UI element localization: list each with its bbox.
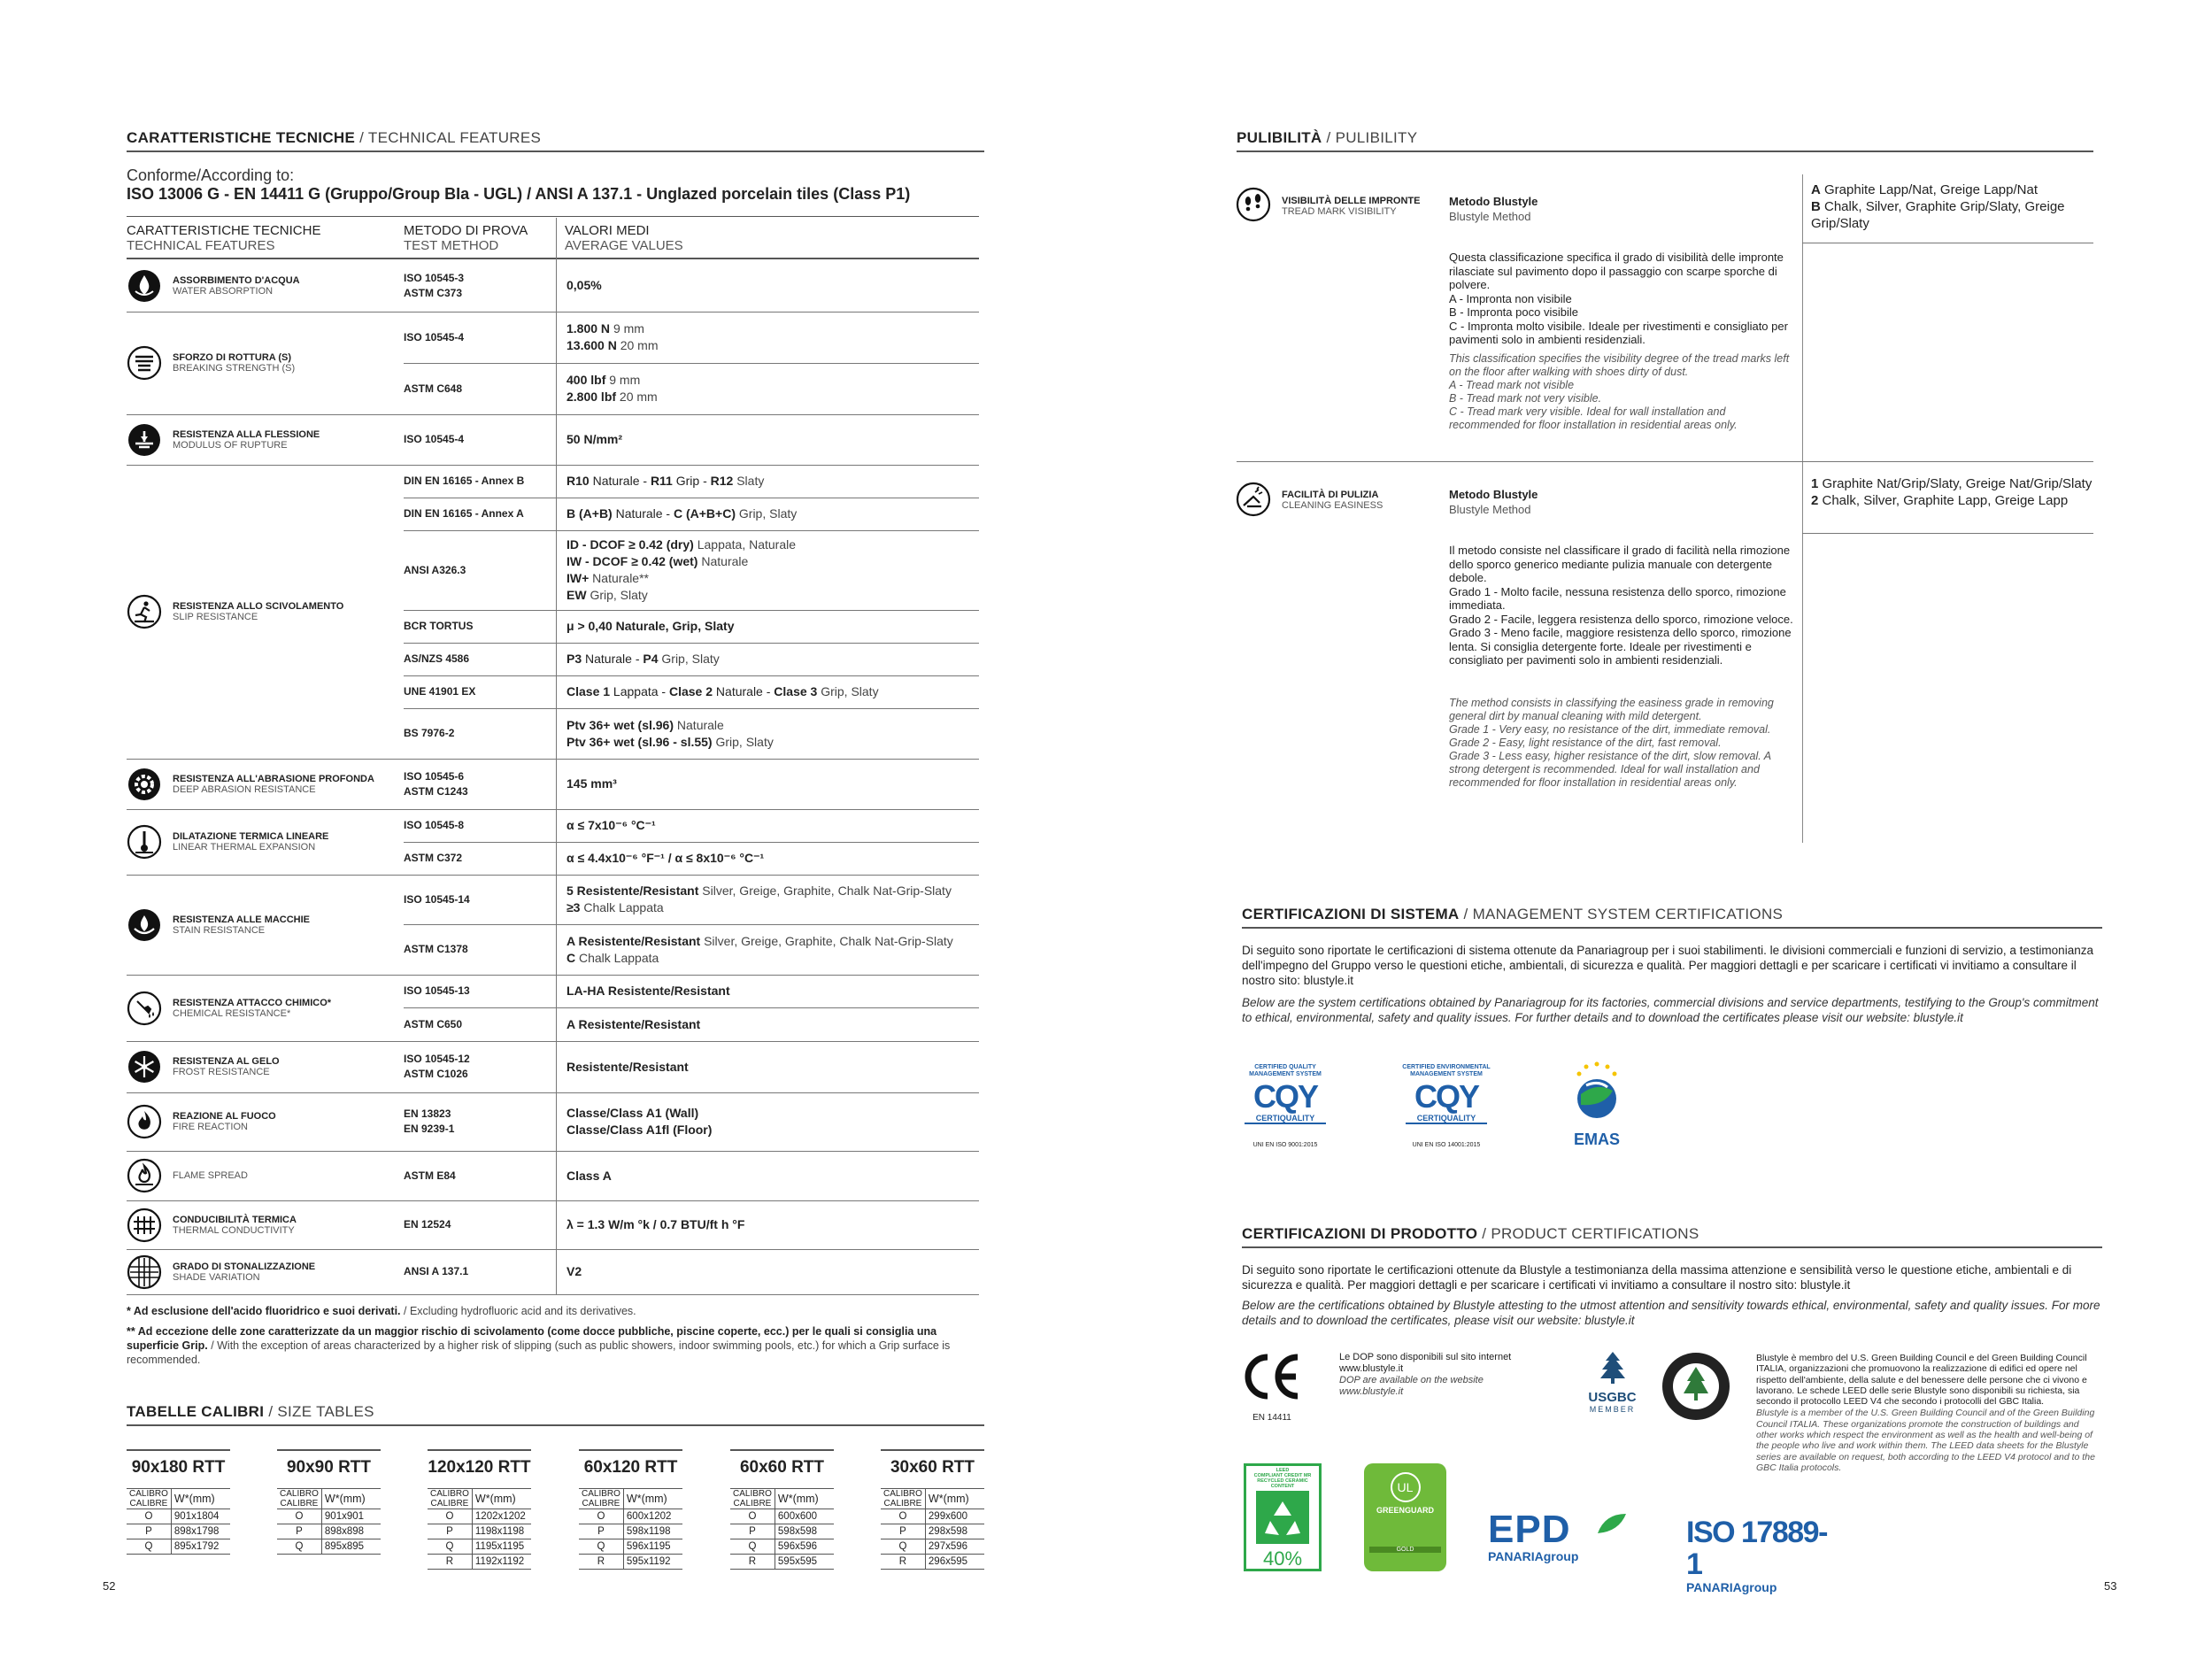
flame-icon (127, 1158, 162, 1193)
average-value: Classe/Class A1 (Wall) Classe/Class A1fl (Floor) (566, 1106, 713, 1137)
press-icon (127, 345, 162, 381)
certiquality-9001-logo: CERTIFIED QUALITY MANAGEMENT SYSTEM CQY CERTIQUALITY UNI EN ISO 9001:2015 (1241, 1064, 1330, 1148)
fire-icon (127, 1104, 162, 1139)
tread-method: Metodo Blustyle Blustyle Method (1449, 195, 1538, 223)
flex-icon (127, 422, 162, 458)
size-table: 120x120 RTT CALIBRO CALIBRE W*(mm) O 1202x1202 P 1198x1198 Q 1195x1195 R 1192x1192 (428, 1449, 531, 1570)
size-row: R 296x595 (881, 1555, 984, 1570)
footprint-icon (1236, 187, 1271, 222)
leaf-icon (1596, 1512, 1628, 1535)
average-value: 400 lbf 9 mm 2.800 lbf 20 mm (566, 373, 658, 404)
test-method: ASTM E84 (404, 1169, 456, 1182)
slip-icon (127, 594, 162, 629)
size-table-title: 60x120 RTT (579, 1449, 682, 1485)
chemical-icon (127, 991, 162, 1026)
feature-label: SFORZO DI ROTTURA (S) BREAKING STRENGTH (S) (173, 352, 296, 374)
average-value: ID - DCOF ≥ 0.42 (dry) Lappata, Naturale IW - DCOF ≥ 0.42 (wet) Naturale IW+ Naturale** EW Grip, Slaty (566, 537, 797, 602)
size-row: P 298x598 (881, 1524, 984, 1539)
gear-icon (127, 767, 162, 802)
size-tables-title: TABELLE CALIBRI / SIZE TABLES (127, 1403, 984, 1426)
test-method: ISO 10545-4 (404, 330, 465, 343)
average-value: Class A (566, 1168, 612, 1183)
test-method: ISO 10545-3 ASTM C373 (404, 271, 465, 299)
feature-label: CONDUCIBILITÀ TERMICA THERMAL CONDUCTIVITY (173, 1214, 297, 1236)
average-value: Ptv 36+ wet (sl.96) Naturale Ptv 36+ wet (sl.96 - sl.55) Grip, Slaty (566, 717, 774, 749)
test-method: ANSI A326.3 (404, 563, 466, 576)
average-value: λ = 1.3 W/m °k / 0.7 BTU/ft h °F (566, 1217, 745, 1231)
emas-logo: EMAS (1561, 1059, 1632, 1149)
thermometer-icon (127, 824, 162, 860)
system-cert-paragraph-en: Below are the system certifications obtained by Panariagroup for its factories, commercial divisions and service departments, testifying to the Group's commitment to ethical, environmental, safety and quality issues. For further details and to download the certificates please visit our website: blustyle.it (1242, 996, 2099, 1024)
feature-label: REAZIONE AL FUOCO FIRE REACTION (173, 1111, 276, 1132)
test-method: BS 7976-2 (404, 727, 455, 739)
cleaning-label: FACILITÀ DI PULIZIA CLEANING EASINESS (1282, 490, 1383, 511)
size-table-title: 120x120 RTT (428, 1449, 531, 1485)
feature-label: RESISTENZA ALL'ABRASIONE PROFONDA DEEP ABRASION RESISTANCE (173, 773, 374, 795)
size-table-title: 90x90 RTT (277, 1449, 381, 1485)
size-row: O 600x1202 (579, 1509, 682, 1524)
cleaning-description-en: The method consists in classifying the easiness grade in removing general dirt by manual cleaning with mild detergent. Grade 1 - Very easy, no resistance of the dirt, immediate removal. Grade 2 - Easy, light resistance of the dirt, fast removal. Grade 3 - Less easy, higher resistance of the dirt, slow removal. A strong detergent is recommended. Ideal for wall installation and recommended for floor installation in residential areas only. (1449, 697, 1774, 789)
dop-note: Le DOP sono disponibili sul sito internet www.blustyle.it DOP are available on the website www.blustyle.it (1339, 1352, 1512, 1397)
product-certifications-title: CERTIFICAZIONI DI PRODOTTO / PRODUCT CERTIFICATIONS (1242, 1225, 2102, 1248)
usgbc-icon (1593, 1350, 1632, 1385)
system-cert-paragraph-it: Di seguito sono riportate le certificazioni di sistema ottenute da Panariagroup per i suoi stabilimenti. le divisioni commerciali e funzioni di servizio, a testimonianza dell'impegno del Gruppo verso le questioni etiche, ambientali, di sicurezza e qualità. Per maggiori dettagli e per scaricare i certificati vi invitiamo a consultare il nostro sito: blustyle.it (1242, 944, 2093, 987)
size-row: Q 596x596 (730, 1539, 834, 1555)
pulibility-title: PULIBILITÀ / PULIBILITY (1237, 129, 2093, 152)
average-value: 0,05% (566, 278, 602, 292)
size-row: P 598x1198 (579, 1524, 682, 1539)
average-value: μ > 0,40 Naturale, Grip, Slaty (566, 619, 735, 633)
size-row: P 598x598 (730, 1524, 834, 1539)
feature-label: ASSORBIMENTO D'ACQUA WATER ABSORPTION (173, 274, 300, 297)
gbc-description: Blustyle è membro del U.S. Green Building Council e del Green Building Council ITALIA, organizzazioni che promuovono la realizzazione di edifici ed opere nel rispetto dell'ambiente, della salute e del benessere delle persone che ci vivono e lavorano. Le schede LEED delle serie Blustyle sono disponibili su richiesta, sia secondo il protocollo LEED V4 che secondo i protocolli del GBC Italia. Blustyle is a member of the U.S. Green Building Council and of the Green Building Council ITALIA. These organizations promote the construction of buildings and other works which respect the environment as well as the health and well-being of the people who live and work within them. The LEED data sheets for the Blustyle series are available on request, both according to the LEED V4 protocol and to the GBC Italia protocols. (1756, 1353, 2095, 1473)
size-table-title: 60x60 RTT (730, 1449, 834, 1485)
grid-icon (127, 1254, 162, 1290)
test-method: ISO 10545-14 (404, 892, 470, 906)
size-row: Q 596x1195 (579, 1539, 682, 1555)
feature-label: RESISTENZA AL GELO FROST RESISTANCE (173, 1056, 280, 1077)
average-value: Resistente/Resistant (566, 1059, 689, 1074)
stain-icon (127, 907, 162, 943)
product-cert-paragraph-en: Below are the certifications obtained by Blustyle attesting to the utmost attention and sensitivity towards ethical, environmental, safety and quality issues. For more details and to download the certificates, please visit our website: blustyle.it (1242, 1299, 2100, 1327)
size-row: O 901x1804 (127, 1509, 230, 1524)
feature-label: FLAME SPREAD (173, 1170, 248, 1181)
size-row: O 1202x1202 (428, 1509, 531, 1524)
tread-mark-label: VISIBILITÀ DELLE IMPRONTE TREAD MARK VISIBILITY (1282, 196, 1421, 217)
test-method: ISO 10545-4 (404, 433, 465, 445)
average-value: B (A+B) Naturale - C (A+B+C) Grip, Slaty (566, 506, 798, 521)
tread-values: A Graphite Lapp/Nat, Greige Lapp/Nat B Chalk, Silver, Graphite Grip/Slaty, Greige Grip/Slaty (1811, 182, 2065, 231)
average-value: 5 Resistente/Resistant Silver, Greige, Graphite, Chalk Nat-Grip-Slaty ≥3 Chalk Lappata (566, 884, 952, 914)
test-method: ISO 10545-13 (404, 984, 470, 997)
size-table: 30x60 RTT CALIBRO CALIBRE W*(mm) O 299x600 P 298x598 Q 297x596 R 296x595 (881, 1449, 984, 1570)
test-method: AS/NZS 4586 (404, 652, 470, 665)
test-method: ASTM C650 (404, 1017, 463, 1030)
cleaning-method: Metodo Blustyle Blustyle Method (1449, 488, 1538, 516)
feature-label: DILATAZIONE TERMICA LINEARE LINEAR THERMAL EXPANSION (173, 831, 329, 853)
feature-label: RESISTENZA ALLE MACCHIE STAIN RESISTANCE (173, 914, 311, 936)
size-table: 60x60 RTT CALIBRO CALIBRE W*(mm) O 600x600 P 598x598 Q 596x596 R 595x595 (730, 1449, 834, 1570)
col-method-header: METODO DI PROVA TEST METHOD (404, 223, 528, 253)
size-row: P 898x1798 (127, 1524, 230, 1539)
average-value: P3 Naturale - P4 Grip, Slaty (566, 652, 720, 666)
size-row: R 595x595 (730, 1555, 834, 1570)
average-value: 1.800 N 9 mm 13.600 N 20 mm (566, 321, 659, 352)
ul-icon: UL (1391, 1472, 1421, 1502)
test-method: ISO 10545-12 ASTM C1026 (404, 1053, 470, 1080)
col-features-header: CARATTERISTICHE TECNICHE TECHNICAL FEATURES (127, 223, 321, 253)
conform-standard: ISO 13006 G - EN 14411 G (Gruppo/Group BIa - UGL) / ANSI A 137.1 - Unglazed porcelain tiles (Class P1) (127, 185, 911, 203)
tread-description-it: Questa classificazione specifica il grado di visibilità delle impronte rilasciate sul pavimento dopo il passaggio con scarpe sporche di polvere. A - Impronta non visibile B - Impronta poco visibile C - Impronta molto visibile. Ideale per rivestimenti e consigliato per pavimenti solo in ambienti residenziali. (1449, 251, 1788, 346)
epd-panaria-logo: EPD PANARIAgroup (1488, 1510, 1643, 1563)
test-method: ISO 10545-8 (404, 819, 465, 831)
size-row: Q 895x895 (277, 1539, 381, 1555)
footnote-1: * Ad esclusione dell'acido fluoridrico e suoi derivati. / Excluding hydrofluoric acid and its derivatives. (127, 1305, 636, 1317)
average-value: A Resistente/Resistant (566, 1016, 701, 1031)
average-value: A Resistente/Resistant Silver, Greige, Graphite, Chalk Nat-Grip-Slaty C Chalk Lappata (566, 933, 953, 965)
cleaning-values: 1 Graphite Nat/Grip/Slaty, Greige Nat/Grip/Slaty 2 Chalk, Silver, Graphite Lapp, Greige Lapp (1811, 476, 2093, 508)
size-row: R 1192x1192 (428, 1555, 531, 1570)
average-value: R10 Naturale - R11 Grip - R12 Slaty (566, 474, 765, 488)
feature-label: RESISTENZA ATTACCO CHIMICO* CHEMICAL RESISTANCE* (173, 997, 332, 1019)
recycle-icon (1256, 1491, 1309, 1544)
col-values-header: VALORI MEDI AVERAGE VALUES (565, 223, 683, 253)
test-method: ISO 10545-6 ASTM C1243 (404, 769, 468, 798)
size-row: R 595x1192 (579, 1555, 682, 1570)
average-value: V2 (566, 1264, 582, 1278)
test-method: DIN EN 16165 - Annex A (404, 507, 524, 520)
test-method: EN 13823 EN 9239-1 (404, 1107, 455, 1135)
average-value: α ≤ 4.4x10⁻⁶ °F⁻¹ / α ≤ 8x10⁻⁶ °C⁻¹ (566, 851, 765, 865)
test-method: EN 12524 (404, 1218, 451, 1231)
gbc-italia-icon (1661, 1351, 1731, 1422)
conform-label: Conforme/According to: (127, 166, 295, 184)
test-method: DIN EN 16165 - Annex B (404, 475, 525, 487)
snowflake-icon (127, 1049, 162, 1084)
feature-label: RESISTENZA ALLO SCIVOLAMENTO SLIP RESISTANCE (173, 601, 344, 622)
test-method: UNE 41901 EX (404, 685, 476, 698)
average-value: Clase 1 Lappata - Clase 2 Naturale - Clase 3 Grip, Slaty (566, 684, 879, 698)
greenguard-gold-badge: UL GREENGUARD GOLD (1364, 1463, 1446, 1571)
leed-recycled-badge: LEED COMPLIANT CREDIT MR RECYCLED CERAMIC CONTENT 40% (1244, 1463, 1322, 1571)
feature-label: RESISTENZA ALLA FLESSIONE MODULUS OF RUPTURE (173, 428, 320, 451)
size-table: 60x120 RTT CALIBRO CALIBRE W*(mm) O 600x1202 P 598x1198 Q 596x1195 R 595x1192 (579, 1449, 682, 1570)
size-row: O 299x600 (881, 1509, 984, 1524)
size-row: P 1198x1198 (428, 1524, 531, 1539)
size-row: O 901x901 (277, 1509, 381, 1524)
test-method: ASTM C648 (404, 382, 463, 395)
usgbc-logo: USGBC MEMBER (1579, 1350, 1646, 1414)
heat-icon (127, 1208, 162, 1243)
footnote-2: ** Ad eccezione delle zone caratterizzate da un maggior rischio di scivolamento (come docce pubbliche, piscine coperte, ecc.) per le quali si consiglia una superficie Grip. / With the exception of areas characterized by a higher risk of slipping (such as public showers, indoor swimming pools, etc.) for which a Grip surface is recommended. (127, 1325, 951, 1366)
test-method: ANSI A 137.1 (404, 1265, 469, 1277)
average-value: 145 mm³ (566, 776, 617, 791)
test-method: ASTM C372 (404, 852, 463, 864)
size-row: O 600x600 (730, 1509, 834, 1524)
size-table: 90x180 RTT CALIBRO CALIBRE W*(mm) O 901x1804 P 898x1798 Q 895x1792 (127, 1449, 230, 1555)
size-row: P 898x898 (277, 1524, 381, 1539)
page-number-left: 52 (103, 1579, 116, 1593)
size-row: Q 297x596 (881, 1539, 984, 1555)
product-cert-paragraph-it: Di seguito sono riportate le certificazioni ottenute da Blustyle a testimonianza della massima attenzione e sensibilità verso le questione etiche, ambientali e di sicurezza e qualità. Per maggiori dettagli e per scaricare i certificati vi invitiamo a consultare il nostro sito: blustyle.it (1242, 1263, 2072, 1292)
size-row: Q 1195x1195 (428, 1539, 531, 1555)
water-drop-icon (127, 268, 162, 304)
certiquality-14001-logo: CERTIFIED ENVIRONMENTAL MANAGEMENT SYSTEM CQY CERTIQUALITY UNI EN ISO 14001:2015 (1402, 1064, 1491, 1148)
size-table: 90x90 RTT CALIBRO CALIBRE W*(mm) O 901x901 P 898x898 Q 895x895 (277, 1449, 381, 1555)
test-method: ASTM C1378 (404, 943, 468, 955)
size-table-title: 90x180 RTT (127, 1449, 230, 1485)
size-table-title: 30x60 RTT (881, 1449, 984, 1485)
average-value: α ≤ 7x10⁻⁶ °C⁻¹ (566, 818, 656, 832)
average-value: LA-HA Resistente/Resistant (566, 984, 730, 998)
emas-icon (1561, 1059, 1632, 1130)
iso-17889-logo: ISO 17889-1 PANARIAgroup (1686, 1516, 1827, 1594)
tread-description-en: This classification specifies the visibility degree of the tread marks left on the floor after walking with shoes dirty of dust. A - Tread mark not visible B - Tread mark not very visible. C - Tread mark very visible. Ideal for wall installation and recommended for floor installation in residential areas only. (1449, 352, 1790, 431)
ce-mark: EN 14411 (1241, 1352, 1303, 1423)
system-certifications-title: CERTIFICAZIONI DI SISTEMA / MANAGEMENT SYSTEM CERTIFICATIONS (1242, 906, 2102, 929)
cleaning-icon (1236, 482, 1271, 517)
test-method: BCR TORTUS (404, 620, 474, 632)
average-value: 50 N/mm² (566, 432, 623, 446)
feature-label: GRADO DI STONALIZZAZIONE SHADE VARIATION (173, 1261, 316, 1283)
technical-features-title: CARATTERISTICHE TECNICHE / TECHNICAL FEATURES (127, 129, 984, 152)
ce-icon (1243, 1352, 1301, 1401)
size-row: Q 895x1792 (127, 1539, 230, 1555)
page-number-right: 53 (2104, 1579, 2117, 1593)
cleaning-description-it: Il metodo consiste nel classificare il grado di facilità nella rimozione dello sporco generico mediante pulizia manuale con detergente debole. Grado 1 - Molto facile, nessuna resistenza dello sporco, rimozione immediata. Grado 2 - Facile, leggera resistenza dello sporco, rimozione veloce. Grado 3 - Meno facile, maggiore resistenza dello sporco, rimozione lenta. Si consiglia detergente forte. Ideale per rivestimenti e consigliato per pavimenti solo in ambienti residenziali. (1449, 544, 1793, 667)
